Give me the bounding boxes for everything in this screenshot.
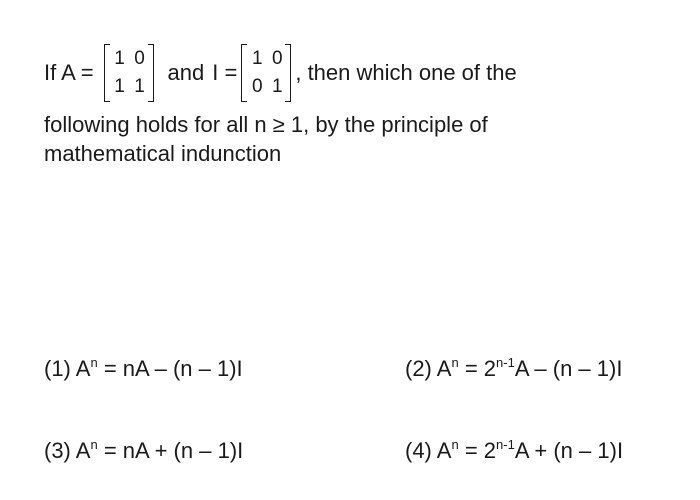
option-4[interactable]: [405, 438, 623, 464]
option-number: (1): [44, 356, 71, 381]
option-2[interactable]: [405, 356, 622, 382]
option-exponent-2: n-1: [496, 437, 515, 452]
option-mid: = 2: [458, 356, 497, 381]
then-text: , then which one of the: [295, 60, 517, 85]
i-eq-text: I =: [212, 60, 238, 85]
option-rhs: A – (n – 1)I: [514, 356, 623, 381]
option-lhs: A: [75, 438, 91, 463]
matrix-i: [241, 42, 291, 104]
option-rhs: = nA + (n – 1)I: [97, 438, 244, 463]
matrix-a-cell: 1: [114, 76, 125, 97]
option-exponent: n: [90, 355, 98, 370]
option-lhs: A: [75, 356, 91, 381]
matrix-a: [104, 42, 154, 104]
option-3[interactable]: [44, 438, 243, 464]
matrix-a-left-bracket: [104, 44, 110, 102]
question-first-line: [44, 40, 517, 106]
and-text: and: [167, 60, 205, 85]
option-number: (2): [405, 356, 432, 381]
option-number: (4): [405, 438, 432, 463]
option-exponent: n: [451, 437, 459, 452]
matrix-a-cell: 0: [134, 48, 145, 69]
matrix-i-cell: 0: [252, 76, 263, 97]
question-line-3: mathematical indunction: [44, 141, 282, 166]
question-continuation: [44, 110, 664, 168]
option-number: (3): [44, 438, 71, 463]
option-rhs: A + (n – 1)I: [514, 438, 624, 463]
matrix-a-cell: 1: [114, 48, 125, 69]
option-exponent-2: n-1: [496, 355, 515, 370]
matrix-a-right-bracket: [148, 44, 154, 102]
matrix-i-cell: 1: [272, 76, 283, 97]
option-rhs: = nA – (n – 1)I: [97, 356, 243, 381]
option-lhs: A: [436, 438, 452, 463]
matrix-i-cell: 1: [252, 48, 263, 69]
option-mid: = 2: [458, 438, 497, 463]
question-line-2: following holds for all n ≥ 1, by the principle of: [44, 112, 488, 137]
option-1[interactable]: [44, 356, 243, 382]
matrix-i-right-bracket: [285, 44, 291, 102]
option-exponent: n: [90, 437, 98, 452]
option-lhs: A: [436, 356, 452, 381]
matrix-a-cell: 1: [134, 76, 145, 97]
matrix-i-cell: 0: [272, 48, 283, 69]
intro-text: If A =: [44, 60, 94, 85]
option-exponent: n: [451, 355, 459, 370]
matrix-i-left-bracket: [241, 44, 247, 102]
